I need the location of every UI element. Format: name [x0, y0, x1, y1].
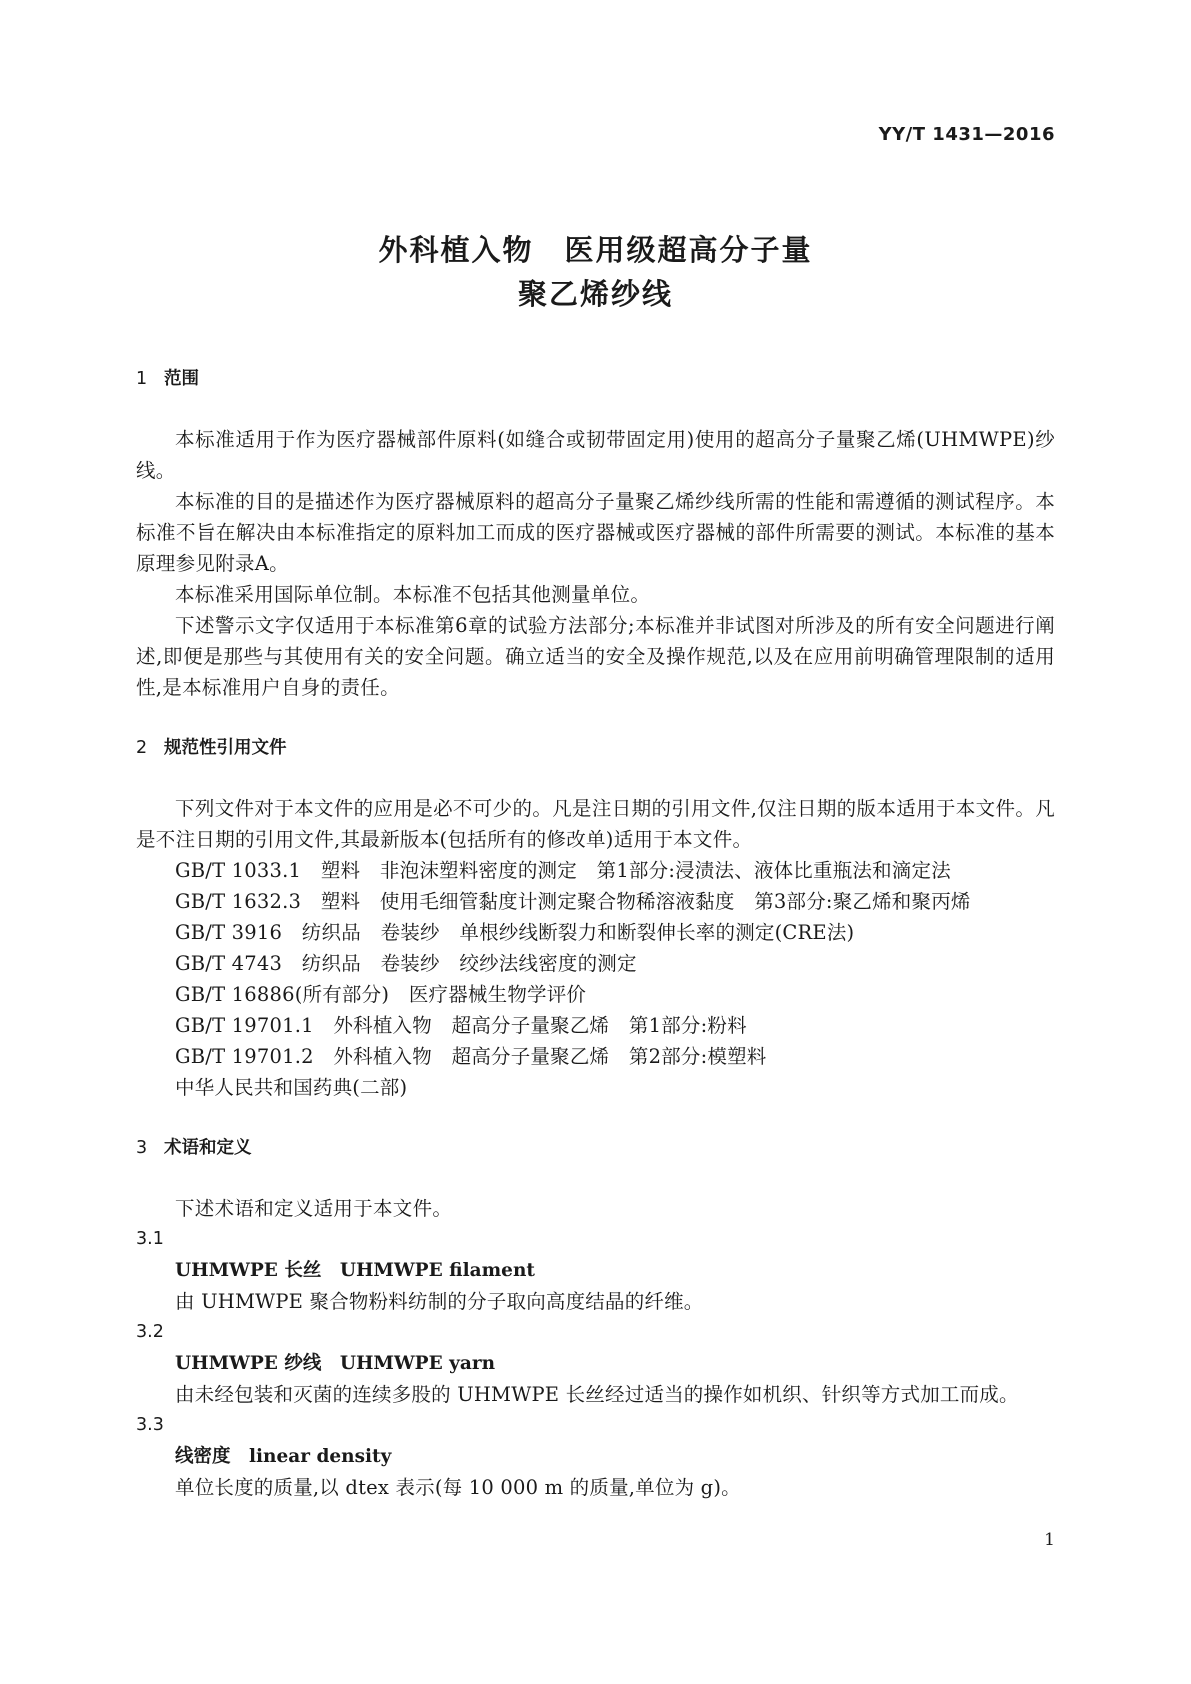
standard-code: YY/T 1431—2016 — [878, 124, 1055, 145]
paragraph: 本标准适用于作为医疗器械部件原料(如缝合或韧带固定用)使用的超高分子量聚乙烯(UHMWPE)纱线。 — [136, 428, 1055, 482]
reference-item: GB/T 3916 纺织品 卷装纱 单根纱线断裂力和断裂伸长率的测定(CRE法) — [175, 921, 855, 944]
document-body — [136, 364, 1055, 1503]
reference-item: GB/T 1033.1 塑料 非泡沫塑料密度的测定 第1部分:浸渍法、液体比重瓶法和滴定法 — [175, 859, 951, 882]
paragraph: 下述警示文字仅适用于本标准第6章的试验方法部分;本标准并非试图对所涉及的所有安全问题进行阐述,即便是那些与其使用有关的安全问题。确立适当的安全及操作规范,以及在应用前明确管理限制的适用性,是本标准用户自身的责任。 — [136, 614, 1055, 699]
term-definition: 由 UHMWPE 聚合物粉料纺制的分子取向高度结晶的纤维。 — [175, 1290, 704, 1313]
term-name: 线密度 linear density — [175, 1446, 392, 1467]
term-definition: 单位长度的质量,以 dtex 表示(每 10 000 m 的质量,单位为 g)。 — [175, 1476, 741, 1499]
reference-item: GB/T 1632.3 塑料 使用毛细管黏度计测定聚合物稀溶液黏度 第3部分:聚乙烯和聚丙烯 — [175, 890, 971, 913]
paragraph: 本标准采用国际单位制。本标准不包括其他测量单位。 — [175, 583, 651, 606]
document-title-line-1: 外科植入物 医用级超高分子量 — [378, 233, 813, 267]
section-number: 1 — [136, 369, 148, 389]
reference-item: GB/T 16886(所有部分) 医疗器械生物学评价 — [175, 983, 587, 1006]
term-name: UHMWPE 纱线 UHMWPE yarn — [175, 1353, 496, 1374]
document-title-line-2: 聚乙烯纱线 — [517, 277, 673, 311]
paragraph: 下述术语和定义适用于本文件。 — [175, 1197, 453, 1220]
term-number: 3.1 — [136, 1229, 164, 1249]
reference-item: GB/T 4743 纺织品 卷装纱 绞纱法线密度的测定 — [175, 952, 637, 975]
reference-item: GB/T 19701.1 外科植入物 超高分子量聚乙烯 第1部分:粉料 — [175, 1014, 747, 1037]
term-number: 3.2 — [136, 1322, 164, 1342]
term-name: UHMWPE 长丝 UHMWPE filament — [175, 1260, 535, 1281]
section-heading-terms-definitions — [136, 1133, 1055, 1163]
page-number: 1 — [1044, 1530, 1055, 1550]
section-heading-scope — [136, 364, 1055, 394]
section-title: 规范性引用文件 — [164, 738, 287, 758]
term-number: 3.3 — [136, 1415, 164, 1435]
reference-item: 中华人民共和国药典(二部) — [175, 1076, 408, 1099]
section-title: 术语和定义 — [164, 1138, 252, 1158]
paragraph: 本标准的目的是描述作为医疗器械原料的超高分子量聚乙烯纱线所需的性能和需遵循的测试程序。本标准不旨在解决由本标准指定的原料加工而成的医疗器械或医疗器械的部件所需要的测试。本标准的基本原理参见附录A。 — [136, 490, 1055, 575]
reference-item: GB/T 19701.2 外科植入物 超高分子量聚乙烯 第2部分:模塑料 — [175, 1045, 767, 1068]
section-title: 范围 — [164, 369, 199, 389]
section-number: 2 — [136, 738, 148, 758]
paragraph: 下列文件对于本文件的应用是必不可少的。凡是注日期的引用文件,仅注日期的版本适用于本文件。凡是不注日期的引用文件,其最新版本(包括所有的修改单)适用于本文件。 — [136, 797, 1055, 851]
section-heading-normative-references — [136, 733, 1055, 763]
term-definition: 由未经包装和灭菌的连续多股的 UHMWPE 长丝经过适当的操作如机织、针织等方式加工而成。 — [175, 1383, 1019, 1406]
section-number: 3 — [136, 1138, 148, 1158]
